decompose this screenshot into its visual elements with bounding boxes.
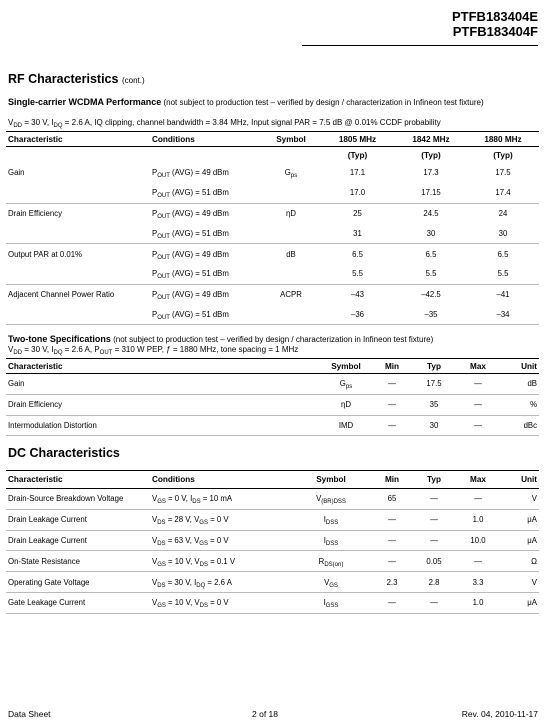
- condition-cell: $V_{GS} = 10$ V, $V_{DS} = 0$ V: [150, 592, 290, 613]
- unit-cell: μA: [500, 530, 539, 551]
- value-cell: 5.5: [395, 264, 467, 284]
- symbol-sub: (BR)DSS: [321, 499, 346, 506]
- max-cell: —: [456, 394, 500, 415]
- characteristic-cell: Output PAR at 0.01%: [8, 249, 82, 259]
- table-row: [6, 284, 539, 304]
- symbol-main: ηD: [286, 208, 296, 218]
- table-row: [6, 223, 539, 243]
- typ-cell: 2.8: [412, 572, 456, 593]
- symbol-main: I: [323, 598, 326, 608]
- symbol-cell: [262, 163, 320, 183]
- typ-cell: —: [412, 530, 456, 551]
- typ-cell: 30: [412, 415, 456, 436]
- symbol-cell: [290, 572, 372, 593]
- characteristic-cell: On-State Resistance: [6, 551, 150, 572]
- min-cell: 2.3: [372, 572, 412, 593]
- min-cell: —: [372, 551, 412, 572]
- dc-table-header: Characteristic Conditions Symbol Min Typ Max Unit: [6, 471, 539, 489]
- unit-cell: dB: [500, 374, 539, 395]
- symbol-cell: [290, 530, 372, 551]
- condition-cell: $V_{GS} = 0$ V, $I_{DS} = 10$ mA: [150, 489, 290, 510]
- symbol-cell: [290, 489, 372, 510]
- symbol-sub: DSS: [325, 540, 339, 547]
- typ-cell: 17.5: [412, 374, 456, 395]
- condition-cell: $P_{OUT}$ (AVG) = 49 dBm: [152, 249, 229, 261]
- symbol-main: G: [339, 379, 346, 389]
- twotone-table-header: Characteristic Symbol Min Typ Max Unit: [6, 359, 539, 374]
- typ-cell: —: [412, 489, 456, 510]
- condition-cell: $P_{OUT}$ (AVG) = 51 dBm: [150, 305, 262, 325]
- max-cell: —: [456, 374, 500, 395]
- typ-cell: —: [412, 592, 456, 613]
- characteristic-cell: [6, 183, 150, 203]
- characteristic-cell: Drain Efficiency: [6, 394, 262, 415]
- value-cell: 17.1: [349, 168, 366, 178]
- condition-cell: $V_{GS} = 10$ V, $V_{DS} = 0.1$ V: [150, 551, 290, 572]
- value-cell: –34: [467, 305, 539, 325]
- symbol-sub: GSS: [325, 603, 339, 610]
- condition-cell: $P_{OUT}$ (AVG) = 49 dBm: [152, 168, 229, 180]
- min-cell: 65: [372, 489, 412, 510]
- value-cell: –42.5: [421, 290, 441, 300]
- min-cell: —: [372, 374, 412, 395]
- min-cell: —: [372, 415, 412, 436]
- condition-cell: $V_{DS} = 63$ V, $V_{GS} = 0$ V: [150, 530, 290, 551]
- value-cell: –43: [350, 290, 364, 300]
- header-rule: [302, 45, 538, 46]
- typ-cell: —: [412, 509, 456, 530]
- footer-page-number: 2 of 18: [252, 709, 278, 719]
- value-cell: 17.3: [423, 168, 439, 178]
- characteristic-cell: Gain: [8, 168, 25, 178]
- symbol-cell: [262, 415, 372, 436]
- table-row: [6, 551, 539, 572]
- characteristic-cell: [6, 264, 150, 284]
- symbol-sub: ps: [345, 384, 353, 391]
- symbol-main: G: [284, 168, 291, 178]
- symbol-cell: [262, 284, 320, 304]
- value-cell: 25: [353, 208, 362, 218]
- part-number-f: PTFB183404F: [452, 24, 538, 39]
- unit-cell: μA: [500, 509, 539, 530]
- symbol-main: R: [318, 556, 325, 566]
- symbol-main: ηD: [341, 400, 351, 410]
- symbol-main: I: [323, 535, 326, 545]
- min-cell: —: [372, 530, 412, 551]
- condition-cell: $V_{DS} = 30$ V, $I_{DQ} = 2.6$ A: [150, 572, 290, 593]
- symbol-main: V: [316, 494, 322, 504]
- value-cell: 24: [498, 208, 508, 218]
- symbol-cell: [262, 374, 372, 395]
- table-row: [6, 203, 539, 223]
- value-cell: 17.0: [320, 183, 395, 203]
- value-cell: 31: [320, 223, 395, 243]
- dc-section-title: DC Characteristics: [8, 446, 120, 460]
- table-row: [6, 509, 539, 530]
- unit-cell: μA: [500, 592, 539, 613]
- value-cell: –36: [320, 305, 395, 325]
- wcdma-table: [6, 131, 539, 325]
- twotone-table: [6, 358, 539, 436]
- characteristic-cell: Drain Efficiency: [8, 208, 63, 218]
- table-row: [6, 489, 539, 510]
- characteristic-cell: Drain Leakage Current: [6, 509, 150, 530]
- condition-cell: $P_{OUT}$ (AVG) = 51 dBm: [150, 183, 262, 203]
- table-row: [6, 183, 539, 203]
- wcdma-table-header: Characteristic Conditions Symbol 1805 MHz 1842 MHz 1880 MHz: [6, 132, 539, 147]
- characteristic-cell: Operating Gate Voltage: [6, 572, 150, 593]
- condition-cell: $P_{OUT}$ (AVG) = 49 dBm: [152, 290, 229, 302]
- twotone-conditions: $V_{DD} = 30$ V, $I_{DQ} = 2.6$ A, $P_{OUT} = 310$ W PEP, ƒ = 1880 MHz, tone spacing = 1 MHz: [8, 345, 299, 356]
- table-row: [6, 592, 539, 613]
- symbol-main: ACPR: [280, 290, 302, 300]
- unit-cell: V: [500, 572, 539, 593]
- rf-section-title: RF Characteristics (cont.): [8, 72, 145, 86]
- symbol-sub: DSS: [325, 520, 339, 527]
- value-cell: 5.5: [467, 264, 539, 284]
- unit-cell: V: [500, 489, 539, 510]
- value-cell: 24.5: [423, 208, 439, 218]
- twotone-subtitle: Two-tone Specifications (not subject to production test – verified by design / characterization in Infineon test fixture): [8, 334, 434, 344]
- symbol-cell: [262, 223, 320, 243]
- symbol-cell: [262, 244, 320, 264]
- typ-cell: 0.05: [412, 551, 456, 572]
- table-row: [6, 305, 539, 325]
- symbol-main: IMD: [338, 420, 354, 430]
- characteristic-cell: Drain-Source Breakdown Voltage: [6, 489, 150, 510]
- part-number-e: PTFB183404E: [452, 9, 538, 24]
- dc-table: [6, 470, 539, 614]
- symbol-sub: DS(on): [324, 561, 344, 568]
- characteristic-cell: Gate Leakage Current: [6, 592, 150, 613]
- min-cell: —: [372, 592, 412, 613]
- value-cell: 6.5: [497, 249, 509, 259]
- max-cell: —: [456, 551, 500, 572]
- characteristic-cell: [6, 223, 150, 243]
- value-cell: 30: [467, 223, 539, 243]
- condition-cell: $P_{OUT}$ (AVG) = 51 dBm: [150, 264, 262, 284]
- condition-cell: $P_{OUT}$ (AVG) = 49 dBm: [152, 208, 229, 220]
- table-row: [6, 415, 539, 436]
- symbol-cell: [262, 394, 372, 415]
- footer-doc-type: Data Sheet: [8, 709, 51, 719]
- symbol-cell: [262, 264, 320, 284]
- unit-cell: %: [500, 394, 539, 415]
- value-cell: 17.4: [467, 183, 539, 203]
- max-cell: 3.3: [456, 572, 500, 593]
- condition-cell: $V_{DS} = 28$ V, $V_{GS} = 0$ V: [150, 509, 290, 530]
- characteristic-cell: Adjacent Channel Power Ratio: [8, 290, 115, 300]
- symbol-cell: [290, 551, 372, 572]
- symbol-main: I: [323, 515, 326, 525]
- footer-revision: Rev. 04, 2010-11-17: [461, 709, 538, 719]
- table-row: [6, 394, 539, 415]
- condition-cell: $P_{OUT}$ (AVG) = 51 dBm: [150, 223, 262, 243]
- value-cell: 5.5: [320, 264, 395, 284]
- unit-cell: Ω: [500, 551, 539, 572]
- wcdma-subtitle: Single-carrier WCDMA Performance (not subject to production test – verified by design / characterization in Infineon test fixture): [8, 97, 484, 107]
- characteristic-cell: [6, 305, 150, 325]
- max-cell: —: [456, 489, 500, 510]
- value-cell: –41: [496, 290, 510, 300]
- symbol-cell: [262, 203, 320, 223]
- symbol-main: V: [324, 577, 330, 587]
- typ-cell: 35: [412, 394, 456, 415]
- value-cell: 17.5: [495, 168, 511, 178]
- wcdma-table-typ-row: (Typ) (Typ) (Typ): [347, 150, 513, 160]
- wcdma-conditions: $V_{DD} = 30$ V, $I_{DQ} = 2.6$ A, IQ clipping, channel bandwidth = 3.84 MHz, Input signal PAR = 7.5 dB @ 0.01% CCDF probability: [8, 118, 441, 129]
- table-row: [6, 374, 539, 395]
- max-cell: 1.0: [456, 592, 500, 613]
- symbol-cell: [290, 592, 372, 613]
- symbol-cell: [262, 305, 320, 325]
- symbol-main: dB: [286, 249, 296, 259]
- value-cell: 17.15: [395, 183, 467, 203]
- value-cell: –35: [395, 305, 467, 325]
- symbol-sub: ps: [290, 173, 298, 180]
- characteristic-cell: Gain: [6, 374, 262, 395]
- table-row: [6, 530, 539, 551]
- characteristic-cell: Intermodulation Distortion: [6, 415, 262, 436]
- value-cell: 6.5: [352, 249, 363, 259]
- symbol-cell: [262, 183, 320, 203]
- table-row: [6, 244, 539, 264]
- symbol-cell: [290, 509, 372, 530]
- value-cell: 6.5: [425, 249, 437, 259]
- table-row: [6, 163, 539, 183]
- max-cell: —: [456, 415, 500, 436]
- min-cell: —: [372, 394, 412, 415]
- symbol-sub: GS: [329, 582, 338, 589]
- characteristic-cell: Drain Leakage Current: [6, 530, 150, 551]
- min-cell: —: [372, 509, 412, 530]
- value-cell: 30: [395, 223, 467, 243]
- part-number-header: [452, 9, 538, 39]
- unit-cell: dBc: [500, 415, 539, 436]
- table-row: [6, 572, 539, 593]
- max-cell: 10.0: [456, 530, 500, 551]
- table-row: [6, 264, 539, 284]
- max-cell: 1.0: [456, 509, 500, 530]
